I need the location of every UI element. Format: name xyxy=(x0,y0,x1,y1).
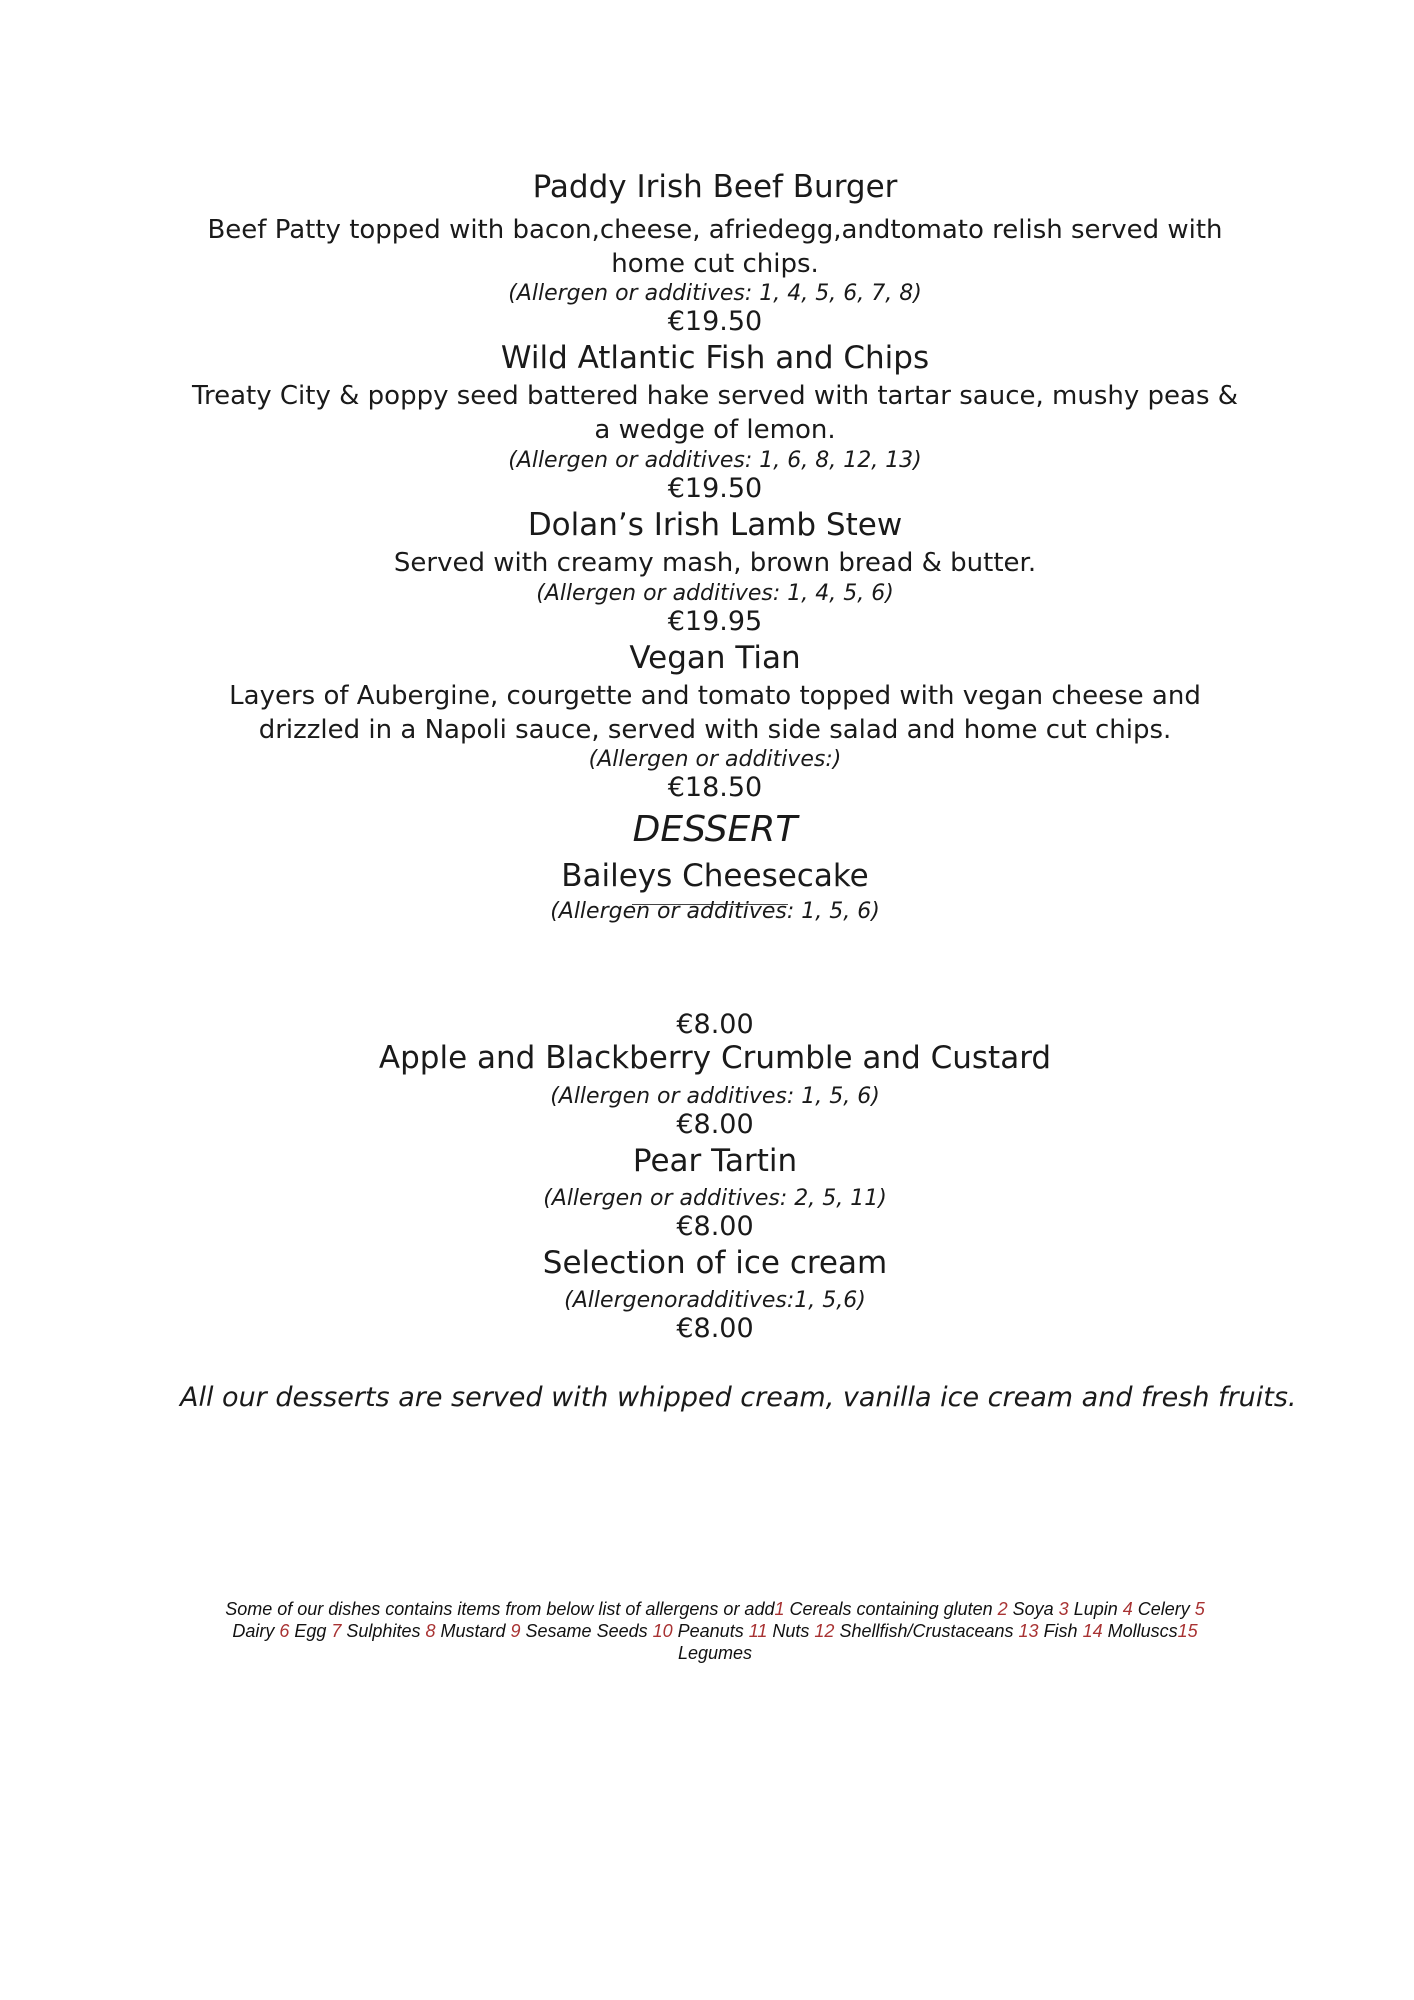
dessert-price: €8.00 xyxy=(676,1313,754,1344)
dessert-note: All our desserts are served with whipped cream, vanilla ice cream and fresh fruits. xyxy=(180,1382,1297,1413)
legend-label: Shellfish/Crustaceans xyxy=(834,1621,1019,1641)
dish-allergens: (Allergen or additives: 1, 4, 5, 6) xyxy=(536,581,894,606)
legend-number: 9 xyxy=(510,1621,521,1641)
dish-price: €19.95 xyxy=(667,606,763,637)
legend-intro: Some of our dishes contains items from below list of allergens or add xyxy=(225,1599,775,1619)
dish-description: Served with creamy mash, brown bread & butter. xyxy=(393,548,1037,578)
legend-label: Fish xyxy=(1038,1621,1083,1641)
legend-number: 10 xyxy=(652,1621,673,1641)
legend-label: Egg xyxy=(289,1621,332,1641)
legend-number: 14 xyxy=(1082,1621,1103,1641)
dessert-allergens: (Allergen or additives: 1, 5, 6) xyxy=(550,899,880,924)
legend-number: 5 xyxy=(1194,1599,1205,1619)
legend-label: Molluscs xyxy=(1102,1621,1178,1641)
dish-title: Vegan Tian xyxy=(629,640,801,676)
dessert-allergens: (Allergenoradditives:1, 5,6) xyxy=(564,1288,866,1313)
dessert-allergens: (Allergen or additives: 2, 5, 11) xyxy=(543,1186,887,1211)
dessert-title: Baileys Cheesecake xyxy=(561,858,869,894)
dessert-title: Selection of ice cream xyxy=(542,1245,888,1281)
legend-number: 8 xyxy=(425,1621,436,1641)
dish-title: Wild Atlantic Fish and Chips xyxy=(500,340,930,376)
dish-allergens: (Allergen or additives:) xyxy=(588,747,842,772)
legend-label: Legumes xyxy=(677,1643,753,1663)
legend-label: Sesame Seeds xyxy=(520,1621,653,1641)
legend-label: Nuts xyxy=(767,1621,815,1641)
dessert-heading: DESSERT xyxy=(632,809,798,850)
dish-price: €19.50 xyxy=(667,306,763,337)
legend-number: 15 xyxy=(1177,1621,1198,1641)
legend-number: 7 xyxy=(331,1621,342,1641)
legend-label: Peanuts xyxy=(672,1621,749,1641)
dessert-allergens: (Allergen or additives: 1, 5, 6) xyxy=(550,1084,880,1109)
legend-number: 13 xyxy=(1018,1621,1039,1641)
legend-label: Cereals containing gluten xyxy=(784,1599,998,1619)
legend-number: 1 xyxy=(774,1599,785,1619)
dish-description: Layers of Aubergine, courgette and tomato topped with vegan cheese and drizzled in a Napoli sauce, served with side salad and home cut chips. xyxy=(229,681,1201,745)
dessert-price: €8.00 xyxy=(676,1009,754,1040)
legend-number: 12 xyxy=(814,1621,835,1641)
legend-label: Lupin xyxy=(1068,1599,1123,1619)
legend-label: Sulphites xyxy=(341,1621,426,1641)
dish-description: Treaty City & poppy seed battered hake served with tartar sauce, mushy peas & a wedge of lemon. xyxy=(191,381,1239,445)
dish-allergens: (Allergen or additives: 1, 4, 5, 6, 7, 8) xyxy=(508,281,922,306)
legend-number: 3 xyxy=(1058,1599,1069,1619)
dish-description: Beef Patty topped with bacon,cheese, afriedegg,andtomato relish served with home cut chips. xyxy=(207,215,1223,279)
dessert-price: €8.00 xyxy=(676,1211,754,1242)
dish-price: €18.50 xyxy=(667,772,763,803)
legend-label: Soya xyxy=(1007,1599,1059,1619)
legend-label: Mustard xyxy=(435,1621,511,1641)
allergen-legend xyxy=(190,1598,1240,1664)
dish-title: Paddy Irish Beef Burger xyxy=(532,169,898,205)
legend-label: Dairy xyxy=(232,1621,280,1641)
dish-allergens: (Allergen or additives: 1, 6, 8, 12, 13) xyxy=(508,448,922,473)
legend-number: 11 xyxy=(748,1621,768,1641)
dessert-price: €8.00 xyxy=(676,1109,754,1140)
legend-label: Celery xyxy=(1132,1599,1195,1619)
legend-number: 4 xyxy=(1122,1599,1133,1619)
legend-number: 6 xyxy=(279,1621,290,1641)
legend-number: 2 xyxy=(997,1599,1008,1619)
dish-price: €19.50 xyxy=(667,473,763,504)
dessert-title: Pear Tartin xyxy=(632,1143,798,1179)
dish-title: Dolan’s Irish Lamb Stew xyxy=(527,507,903,543)
dessert-title: Apple and Blackberry Crumble and Custard xyxy=(378,1040,1052,1076)
